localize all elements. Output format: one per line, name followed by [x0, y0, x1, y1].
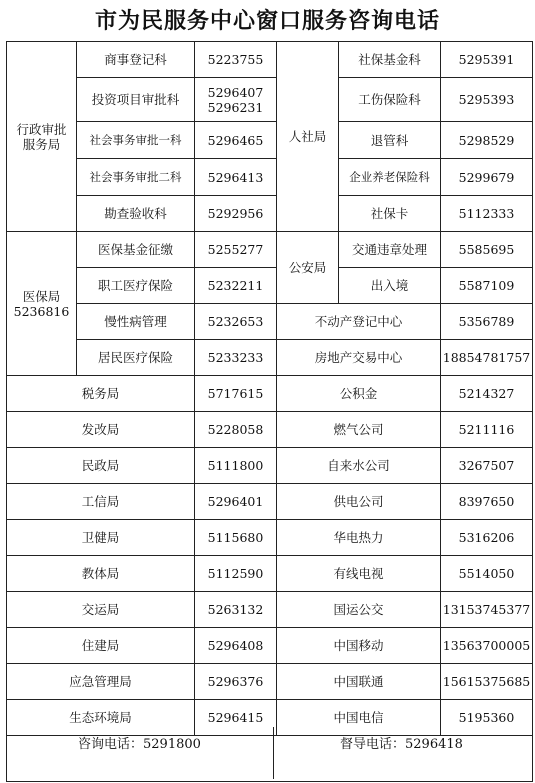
section-name: 不动产登记中心	[277, 304, 441, 340]
section-name: 出入境	[339, 268, 441, 304]
phone-number: 5263132	[195, 592, 277, 628]
dept-name: 燃气公司	[277, 412, 441, 448]
phone-number: 5292956	[195, 196, 277, 232]
phone-number: 5585695	[441, 232, 533, 268]
dept-name: 中国联通	[277, 664, 441, 700]
dept-name: 发改局	[7, 412, 195, 448]
section-name: 企业养老保险科	[339, 159, 441, 196]
dept-name: 民政局	[7, 448, 195, 484]
footer-border-left	[6, 727, 7, 782]
dept-name: 中国移动	[277, 628, 441, 664]
phone-number: 5255277	[195, 232, 277, 268]
phone-number: 18854781757	[441, 340, 533, 376]
dept-name: 华电热力	[277, 520, 441, 556]
dept-name: 有线电视	[277, 556, 441, 592]
phone-number: 5316206	[441, 520, 533, 556]
section-name: 社会事务审批二科	[77, 159, 195, 196]
section-name: 投资项目审批科	[77, 78, 195, 122]
phone-number: 5296408	[195, 628, 277, 664]
dept-yibao: 医保局 5236816	[7, 232, 77, 376]
consult-phone: 咨询电话：5291800	[78, 737, 201, 752]
section-name: 职工医疗保险	[77, 268, 195, 304]
phone-number: 5296407 5296231	[195, 78, 277, 122]
phone-number: 5211116	[441, 412, 533, 448]
phone-number: 5587109	[441, 268, 533, 304]
footer-border-bottom	[6, 781, 532, 782]
dept-name: 教体局	[7, 556, 195, 592]
dept-name: 交运局	[7, 592, 195, 628]
phone-number: 5296376	[195, 664, 277, 700]
phone-number: 5111800	[195, 448, 277, 484]
phone-number: 5514050	[441, 556, 533, 592]
dept-renshe: 人社局	[277, 42, 339, 232]
footer-border-right	[532, 727, 533, 782]
phone-number: 5296415	[195, 700, 277, 736]
phone-number: 5112333	[441, 196, 533, 232]
section-name: 工伤保险科	[339, 78, 441, 122]
phone-number: 8397650	[441, 484, 533, 520]
dept-name: 自来水公司	[277, 448, 441, 484]
phone-number: 5195360	[441, 700, 533, 736]
section-name: 房地产交易中心	[277, 340, 441, 376]
phone-number: 5232653	[195, 304, 277, 340]
dept-name: 中国电信	[277, 700, 441, 736]
section-name: 慢性病管理	[77, 304, 195, 340]
dept-name: 应急管理局	[7, 664, 195, 700]
section-name: 交通违章处理	[339, 232, 441, 268]
dept-name: 生态环境局	[7, 700, 195, 736]
dept-name: 税务局	[7, 376, 195, 412]
section-name: 医保基金征缴	[77, 232, 195, 268]
phone-number: 5214327	[441, 376, 533, 412]
phone-number: 5295393	[441, 78, 533, 122]
phone-number: 5223755	[195, 42, 277, 78]
phone-number: 5232211	[195, 268, 277, 304]
phone-number: 5115680	[195, 520, 277, 556]
phone-number: 5228058	[195, 412, 277, 448]
phone-number: 5296465	[195, 122, 277, 159]
phone-number: 3267507	[441, 448, 533, 484]
section-name: 社会事务审批一科	[77, 122, 195, 159]
dept-gongan: 公安局	[277, 232, 339, 304]
phone-number: 5296413	[195, 159, 277, 196]
dept-name: 卫健局	[7, 520, 195, 556]
phone-number: 5296401	[195, 484, 277, 520]
section-name: 社保基金科	[339, 42, 441, 78]
dept-name: 供电公司	[277, 484, 441, 520]
phone-number: 5233233	[195, 340, 277, 376]
dept-xingzheng: 行政审批 服务局	[7, 42, 77, 232]
section-name: 社保卡	[339, 196, 441, 232]
section-name: 居民医疗保险	[77, 340, 195, 376]
phone-number: 15615375685	[441, 664, 533, 700]
dept-name: 国运公交	[277, 592, 441, 628]
dept-name: 住建局	[7, 628, 195, 664]
phone-number: 5298529	[441, 122, 533, 159]
phone-number: 5112590	[195, 556, 277, 592]
section-name: 商事登记科	[77, 42, 195, 78]
dept-name: 公积金	[277, 376, 441, 412]
phone-number: 5717615	[195, 376, 277, 412]
supervise-phone: 督导电话：5296418	[340, 737, 463, 752]
phone-directory-table	[6, 41, 533, 736]
phone-number: 5295391	[441, 42, 533, 78]
footer-divider	[273, 727, 274, 779]
section-name: 勘查验收科	[77, 196, 195, 232]
phone-number: 13153745377	[441, 592, 533, 628]
section-name: 退管科	[339, 122, 441, 159]
phone-number: 5299679	[441, 159, 533, 196]
phone-number: 5356789	[441, 304, 533, 340]
phone-number: 13563700005	[441, 628, 533, 664]
page-title: 市为民服务中心窗口服务咨询电话	[94, 8, 440, 34]
dept-name: 工信局	[7, 484, 195, 520]
